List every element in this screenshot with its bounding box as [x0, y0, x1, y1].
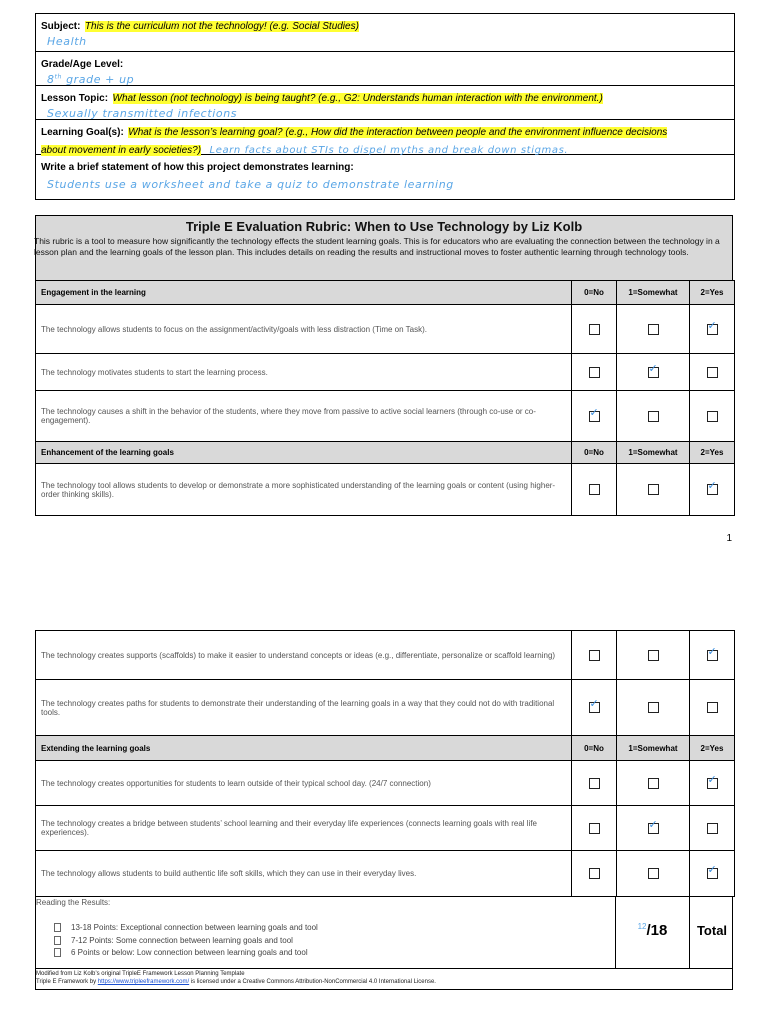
checkbox-no[interactable] — [589, 868, 600, 879]
license-footer — [35, 968, 733, 990]
subject-label: Subject: — [41, 21, 81, 32]
score-cell-yes — [690, 680, 735, 736]
bullet-icon — [54, 936, 61, 945]
col-somewhat: 1=Somewhat — [617, 281, 690, 305]
grade-label: Grade/Age Level: — [41, 59, 124, 70]
lesson-info-table — [35, 13, 735, 200]
total-label: Total — [696, 923, 728, 938]
topic-value[interactable]: Sexually transmitted infections — [47, 107, 238, 120]
results-block — [35, 896, 733, 969]
rubric-table-page1 — [35, 280, 735, 516]
results-list — [54, 922, 318, 960]
score-cell-somewhat — [617, 391, 690, 442]
subject-prompt: This is the curriculum not the technology! (e.g. Social Studies) — [84, 21, 359, 32]
section-header-enhancement — [36, 442, 735, 464]
statement-row — [36, 155, 734, 199]
checkbox-somewhat[interactable] — [648, 702, 659, 713]
checkbox-yes[interactable] — [707, 411, 718, 422]
criterion-text: The technology causes a shift in the behavior of the students, where they move from passive to active social learners (through co-use or co-engagement). — [36, 391, 572, 442]
col-yes: 2=Yes — [690, 281, 735, 305]
check-icon: ✓ — [648, 818, 658, 831]
col-no: 0=No — [572, 736, 617, 761]
check-icon: ✓ — [589, 698, 599, 710]
rubric-description: This rubric is a tool to measure how significantly the technology effects the student learning goals. This is for educators who are evaluating the connection between the technology in a lesson plan and the learning goals of the lesson plan. This includes details on reading the results and instructional moves to foster authentic learning through technology tools. — [34, 236, 720, 257]
score-cell-somewhat — [617, 806, 690, 851]
checkbox-no[interactable] — [589, 406, 600, 422]
checkbox-no[interactable] — [589, 324, 600, 335]
score-cell-no — [572, 761, 617, 806]
subject-value[interactable]: Health — [47, 35, 87, 48]
score-cell-no — [572, 354, 617, 391]
statement-value[interactable]: Students use a worksheet and take a quiz to demonstrate learning — [47, 178, 454, 191]
col-yes: 2=Yes — [690, 736, 735, 761]
checkbox-somewhat[interactable] — [648, 868, 659, 879]
score-cell-no — [572, 631, 617, 680]
checkbox-yes[interactable] — [707, 319, 718, 335]
subject-row — [36, 14, 734, 52]
goals-value[interactable]: Learn facts about STIs to dispel myths and break down stigmas. — [209, 145, 569, 156]
criterion-text: The technology creates a bridge between students’ school learning and their everyday life experiences (connects learning goals with real life experiences). — [36, 806, 572, 851]
score-cell-yes — [690, 391, 735, 442]
section-title: Enhancement of the learning goals — [36, 442, 572, 464]
check-icon: ✓ — [707, 645, 717, 658]
check-icon: ✓ — [707, 773, 717, 786]
score-cell-somewhat — [617, 761, 690, 806]
score-cell-yes — [690, 631, 735, 680]
col-somewhat: 1=Somewhat — [617, 736, 690, 761]
checkbox-no[interactable] — [589, 823, 600, 834]
checkbox-yes[interactable] — [707, 480, 718, 495]
rubric-row — [36, 851, 735, 897]
grade-value[interactable]: 8th grade + up — [47, 73, 135, 86]
results-item: 7-12 Points: Some connection between learning goals and tool — [54, 935, 318, 948]
score-cell-somewhat — [617, 354, 690, 391]
col-somewhat: 1=Somewhat — [617, 442, 690, 464]
score-cell-yes — [690, 305, 735, 354]
score-value[interactable]: $^{12}$/18 — [637, 922, 668, 939]
topic-row — [36, 86, 734, 120]
section-header-engagement — [36, 281, 735, 305]
score-cell-yes — [690, 806, 735, 851]
criterion-text: The technology allows students to focus on the assignment/activity/goals with less distraction (Time on Task). — [36, 305, 572, 354]
topic-label: Lesson Topic: — [41, 93, 109, 104]
criterion-text: The technology creates opportunities for students to learn outside of their typical school day. (24/7 connection) — [36, 761, 572, 806]
rubric-row — [36, 354, 735, 391]
checkbox-no[interactable] — [589, 484, 600, 495]
rubric-row — [36, 806, 735, 851]
checkbox-somewhat[interactable] — [648, 650, 659, 661]
score-cell-yes — [690, 354, 735, 391]
goals-row — [36, 120, 734, 155]
score-cell-somewhat — [617, 851, 690, 897]
score-cell-somewhat — [617, 464, 690, 516]
criterion-text: The technology creates supports (scaffolds) to make it easier to understand concepts or ideas (e.g., differentiate, personalize or scaffold learning) — [36, 631, 572, 680]
page-number: 1 — [726, 533, 732, 544]
score-cell-somewhat — [617, 305, 690, 354]
goals-prompt: What is the lesson’s learning goal? (e.g., How did the interaction between people and the environment influence decisions — [128, 127, 668, 138]
rubric-row — [36, 761, 735, 806]
score-cell-no — [572, 391, 617, 442]
grade-row — [36, 52, 734, 86]
rubric-row — [36, 631, 735, 680]
criterion-text: The technology allows students to build authentic life soft skills, which they can use in their everyday lives. — [36, 851, 572, 897]
score-cell-no — [572, 305, 617, 354]
results-item: 13-18 Points: Exceptional connection between learning goals and tool — [54, 922, 318, 935]
score-cell-yes — [690, 464, 735, 516]
check-icon: ✓ — [648, 362, 658, 375]
criterion-text: The technology tool allows students to develop or demonstrate a more sophisticated understanding of the learning goals or content (using higher-order thinking skills). — [36, 464, 572, 516]
framework-link[interactable]: https://www.tripleeframework.com/ — [97, 979, 190, 985]
footer-line1: Modified from Liz Kolb’s original TripleE Framework Lesson Planning Template — [36, 971, 245, 977]
score-cell-no — [572, 806, 617, 851]
checkbox-somewhat[interactable] — [648, 818, 659, 834]
col-yes: 2=Yes — [690, 442, 735, 464]
goals-label: Learning Goal(s): — [41, 127, 124, 138]
checkbox-yes[interactable] — [707, 864, 718, 879]
score-cell-no — [572, 464, 617, 516]
goals-prompt-cont: about movement in early societies?) — [41, 145, 202, 156]
results-label: Reading the Results: — [36, 898, 111, 907]
bullet-icon — [54, 923, 61, 932]
section-header-extending — [36, 736, 735, 761]
checkbox-yes[interactable] — [707, 773, 718, 789]
col-no: 0=No — [572, 442, 617, 464]
score-cell-yes — [690, 761, 735, 806]
section-title: Extending the learning goals — [36, 736, 572, 761]
rubric-row — [36, 464, 735, 516]
score-cell-yes — [690, 851, 735, 897]
checkbox-no[interactable] — [589, 698, 600, 713]
criterion-text: The technology creates paths for students to demonstrate their understanding of the learning goals in a way that they could not do with traditional tools. — [36, 680, 572, 736]
rubric-row — [36, 680, 735, 736]
checkbox-somewhat[interactable] — [648, 324, 659, 335]
checkbox-no[interactable] — [589, 778, 600, 789]
rubric-row — [36, 391, 735, 442]
results-item: 6 Points or below: Low connection between learning goals and tool — [54, 947, 318, 960]
score-cell-no — [572, 680, 617, 736]
checkbox-somewhat[interactable] — [648, 778, 659, 789]
section-title: Engagement in the learning — [36, 281, 572, 305]
checkbox-yes[interactable] — [707, 702, 718, 713]
score-cell-somewhat — [617, 631, 690, 680]
checkbox-yes[interactable] — [707, 645, 718, 661]
rubric-title-block — [35, 215, 733, 280]
score-cell-somewhat — [617, 680, 690, 736]
rubric-title: Triple E Evaluation Rubric: When to Use Technology by Liz Kolb — [185, 219, 583, 234]
criterion-text: The technology motivates students to start the learning process. — [36, 354, 572, 391]
score-cell-no — [572, 851, 617, 897]
checkbox-somewhat[interactable] — [648, 484, 659, 495]
statement-label: Write a brief statement of how this project demonstrates learning: — [41, 162, 354, 173]
checkbox-somewhat[interactable] — [648, 411, 659, 422]
checkbox-yes[interactable] — [707, 367, 718, 378]
topic-prompt: What lesson (not technology) is being taught? (e.g., G2: Understands human interaction with the environment.) — [112, 93, 603, 104]
checkbox-somewhat[interactable] — [648, 362, 659, 378]
check-icon: ✓ — [707, 319, 717, 332]
bullet-icon — [54, 948, 61, 957]
check-icon: ✓ — [707, 480, 717, 492]
checkbox-yes[interactable] — [707, 823, 718, 834]
checkbox-no[interactable] — [589, 367, 600, 378]
rubric-table-page2 — [35, 630, 735, 897]
rubric-row — [36, 305, 735, 354]
col-no: 0=No — [572, 281, 617, 305]
check-icon: ✓ — [589, 406, 599, 419]
footer-line2: Triple E Framework by https://www.tripleeframework.com/ is licensed under a Creative Commons Attribution-NonCommercial 4.0 International License. — [36, 979, 436, 985]
checkbox-no[interactable] — [589, 650, 600, 661]
check-icon: ✓ — [707, 864, 717, 876]
